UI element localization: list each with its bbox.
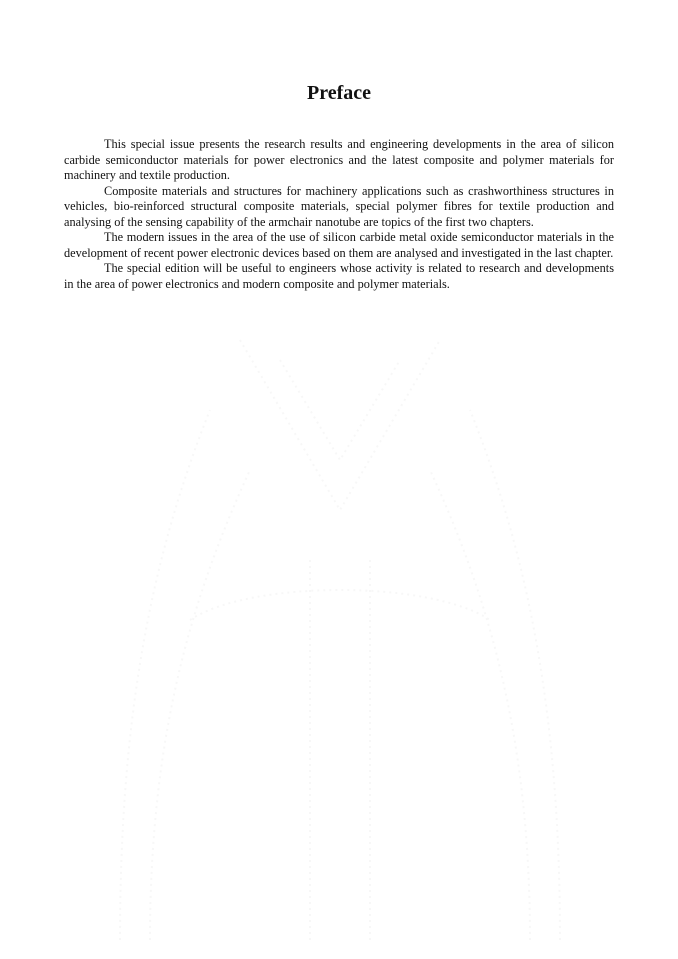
page-title: Preface xyxy=(306,82,372,104)
preface-body xyxy=(64,137,614,292)
paragraph: The special edition will be useful to engineers whose activity is related to research and developments in the area of power electronics and modern composite and polymer materials. xyxy=(64,261,614,291)
paragraph: The modern issues in the area of the use of silicon carbide metal oxide semiconductor materials in the development of recent power electronic devices based on them are analysed and investigated in the last chapter. xyxy=(64,230,614,260)
paragraph: This special issue presents the research results and engineering developments in the area of silicon carbide semiconductor materials for power electronics and the latest composite and polymer materials for machinery and textile production. xyxy=(64,137,614,182)
paragraph: Composite materials and structures for machinery applications such as crashworthiness structures in vehicles, bio-reinforced structural composite materials, special polymer fibres for textile production and analysing of the sensing capability of the armchair nanotube are topics of the first two chapters. xyxy=(64,183,614,229)
background-watermark-graphic xyxy=(80,300,600,940)
